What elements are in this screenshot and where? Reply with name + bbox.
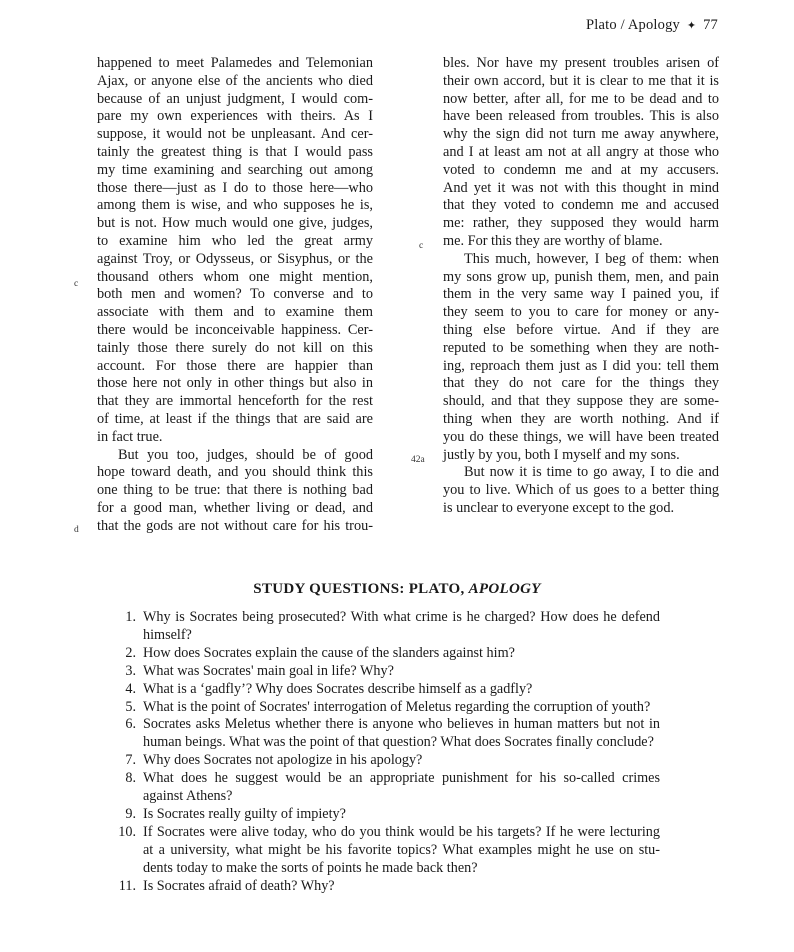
question-text <box>143 716 660 752</box>
question-text-line: at a university, what might be his favorite topics? What examples might he use on stu- <box>143 841 660 858</box>
question-number: 3. <box>125 662 136 679</box>
question-text <box>143 663 660 681</box>
question-text-line: himself? <box>143 626 192 643</box>
question-text <box>143 699 660 717</box>
question-number: 5. <box>125 698 136 715</box>
question-text-line: What is a ‘gadfly’? Why does Socrates describe himself as a gadfly? <box>143 680 533 697</box>
text-line: This much, however, I beg of them: when <box>464 250 719 267</box>
text-line: reputed to be something when they are noth- <box>443 339 719 356</box>
text-line: thing else before virtue. And if they are <box>443 321 719 338</box>
left-paragraph-1 <box>97 55 373 447</box>
text-line: thing when they are worth nothing. And if <box>443 410 719 427</box>
study-question-item <box>110 770 660 806</box>
text-line: now better, after all, for me to be dead and to <box>443 90 719 107</box>
text-line: tainly those there surely do not kill on this <box>97 339 373 356</box>
study-question-item <box>110 824 660 878</box>
question-number: 7. <box>125 752 136 769</box>
text-line: have been released from troubles. This is also <box>443 108 719 125</box>
text-line: both men and women? To converse and to <box>97 286 373 303</box>
study-questions-heading <box>0 581 794 598</box>
study-questions-heading-title: APOLOGY <box>468 581 541 597</box>
text-line: justly by you, both I myself and my sons. <box>443 446 680 463</box>
text-line: my sons grow up, punish them, men, and pain <box>443 268 719 285</box>
text-line: voted to condemn me and at my accusers. <box>443 161 719 178</box>
question-text-line: Is Socrates afraid of death? Why? <box>143 877 335 894</box>
text-line: account. For those there are happier than <box>97 357 373 374</box>
text-line: me. For this they are worthy of blame. <box>443 232 663 249</box>
text-line: for a good man, whether living or dead, and <box>97 499 373 516</box>
text-line: there would be inconceivable happiness. Cer- <box>97 321 373 338</box>
text-line: me: rather, they supposed they would harm <box>443 215 719 232</box>
question-text <box>143 645 660 663</box>
text-line: But now it is time to go away, I to die and <box>464 464 719 481</box>
question-number: 2. <box>125 644 136 661</box>
text-line: they seem to you to care for money or any- <box>443 304 719 321</box>
text-line: but is not. How much would one give, judges, <box>97 215 373 232</box>
question-number: 1. <box>125 609 136 625</box>
question-text-line: Why is Socrates being prosecuted? With what crime is he charged? How does he defend <box>143 609 660 625</box>
text-line: you to live. Which of us goes to a better thing <box>443 482 719 499</box>
text-line: you do these things, we will have been treated <box>443 428 719 445</box>
question-text-line: How does Socrates explain the cause of the slanders against him? <box>143 644 515 661</box>
text-line: should, and that they suppose they are some- <box>443 393 719 410</box>
text-line: tainly the greatest thing is that I would pass <box>97 143 373 160</box>
question-text-line: If Socrates were alive today, who do you think would be his targets? If he were lecturing <box>143 823 660 840</box>
text-line: happened to meet Palamedes and Telemonian <box>97 55 373 71</box>
study-question-item <box>110 645 660 663</box>
question-number: 4. <box>125 680 136 697</box>
study-question-item <box>110 663 660 681</box>
text-line: that they are immortal henceforth for the rest <box>97 393 373 410</box>
right-paragraph-3 <box>443 464 719 517</box>
study-question-item <box>110 699 660 717</box>
question-text-line: Is Socrates really guilty of impiety? <box>143 805 346 822</box>
question-text-line: What does he suggest would be an appropriate punishment for his so-called crimes <box>143 770 660 787</box>
question-text-line: human beings. What was the point of that question? What does Socrates finally conclude? <box>143 734 654 751</box>
text-line: those here not only in other things but also in <box>97 375 373 392</box>
study-question-item <box>110 806 660 824</box>
question-number: 9. <box>125 805 136 822</box>
text-line: one thing to be true: that there is nothing bad <box>97 482 373 499</box>
study-question-item <box>110 716 660 752</box>
study-questions-list <box>110 609 660 896</box>
question-text-line: What was Socrates' main goal in life? Why? <box>143 662 394 679</box>
right-paragraph-2 <box>443 251 719 465</box>
margin-marker-c-right: c <box>419 241 424 251</box>
text-line: of time, at least if the things that are said are <box>97 410 373 427</box>
text-line: hope toward death, and you should think this <box>97 464 373 481</box>
text-line: their own accord, but it is clear to me that it is <box>443 72 719 89</box>
text-line: in fact true. <box>97 428 163 445</box>
question-text-line: What is the point of Socrates' interrogation of Meletus regarding the corruption of youth? <box>143 698 651 715</box>
question-number: 10. <box>118 823 136 840</box>
text-line: bles. Nor have my present troubles arisen of <box>443 55 719 71</box>
question-text <box>143 824 660 878</box>
left-paragraph-2 <box>97 447 373 536</box>
text-line: is unclear to everyone except to the god. <box>443 499 675 516</box>
text-line: that they voted to condemn me and accused <box>443 197 719 214</box>
study-questions-heading-prefix: STUDY QUESTIONS: PLATO, <box>253 581 469 597</box>
left-column <box>97 55 373 536</box>
question-text <box>143 878 660 896</box>
question-text <box>143 806 660 824</box>
text-line: that they do not care for the things they <box>443 375 719 392</box>
question-text <box>143 752 660 770</box>
text-line: and I at least am not at all angry at those who <box>443 143 719 160</box>
text-line: why the sign did not turn me away anywhere, <box>443 126 719 143</box>
page-number: 77 <box>703 17 718 33</box>
running-head <box>586 17 718 34</box>
question-text-line: dents today to make the sorts of points he made back then? <box>143 859 478 876</box>
margin-marker-d: d <box>74 525 79 535</box>
text-line: my time examining and searching out among <box>97 161 373 178</box>
text-line: to examine him who led the great army <box>97 232 373 249</box>
question-number: 6. <box>125 716 136 733</box>
study-question-item <box>110 752 660 770</box>
text-line: ing, reproach them just as I did you: tell them <box>443 357 719 374</box>
text-line: them in the very same way I pained you, if <box>443 286 719 303</box>
diamond-ornament-icon: ✦ <box>686 20 697 32</box>
right-paragraph-1 <box>443 55 719 251</box>
study-question-item <box>110 681 660 699</box>
text-line: against Troy, or Odysseus, or Sisyphus, or the <box>97 250 373 267</box>
text-line: thousand others whom one might mention, <box>97 268 373 285</box>
question-text <box>143 681 660 699</box>
text-line: that the gods are not without care for his trou- <box>97 517 373 534</box>
question-number: 8. <box>125 770 136 787</box>
text-line: because of an unjust judgment, I would com- <box>97 90 373 107</box>
question-text <box>143 609 660 645</box>
running-title: Plato / Apology <box>585 17 681 33</box>
margin-marker-42a: 42a <box>411 455 425 465</box>
text-line: And yet it was not with this thought in mind <box>443 179 719 196</box>
text-line: suppose, it would not be unpleasant. And cer- <box>97 126 373 143</box>
question-number: 11. <box>118 877 136 894</box>
question-text-line: Socrates asks Meletus whether there is anyone who believes in human matters but not in <box>143 716 660 733</box>
study-question-item <box>110 609 660 645</box>
question-text-line: against Athens? <box>143 788 233 805</box>
study-question-item <box>110 878 660 896</box>
text-line: But you too, judges, should be of good <box>118 446 373 463</box>
text-line: Ajax, or anyone else of the ancients who died <box>97 72 373 89</box>
text-line: those there—just as I do to those here—who <box>97 179 373 196</box>
text-line: associate with them and to examine them <box>97 304 373 321</box>
text-line: among them is wise, and who supposes he is, <box>97 197 373 214</box>
right-column <box>443 55 719 518</box>
margin-marker-c-left: c <box>74 279 79 289</box>
question-text-line: Why does Socrates not apologize in his apology? <box>143 752 423 769</box>
text-line: pare my own experiences with theirs. As I <box>97 108 373 125</box>
question-text <box>143 770 660 806</box>
